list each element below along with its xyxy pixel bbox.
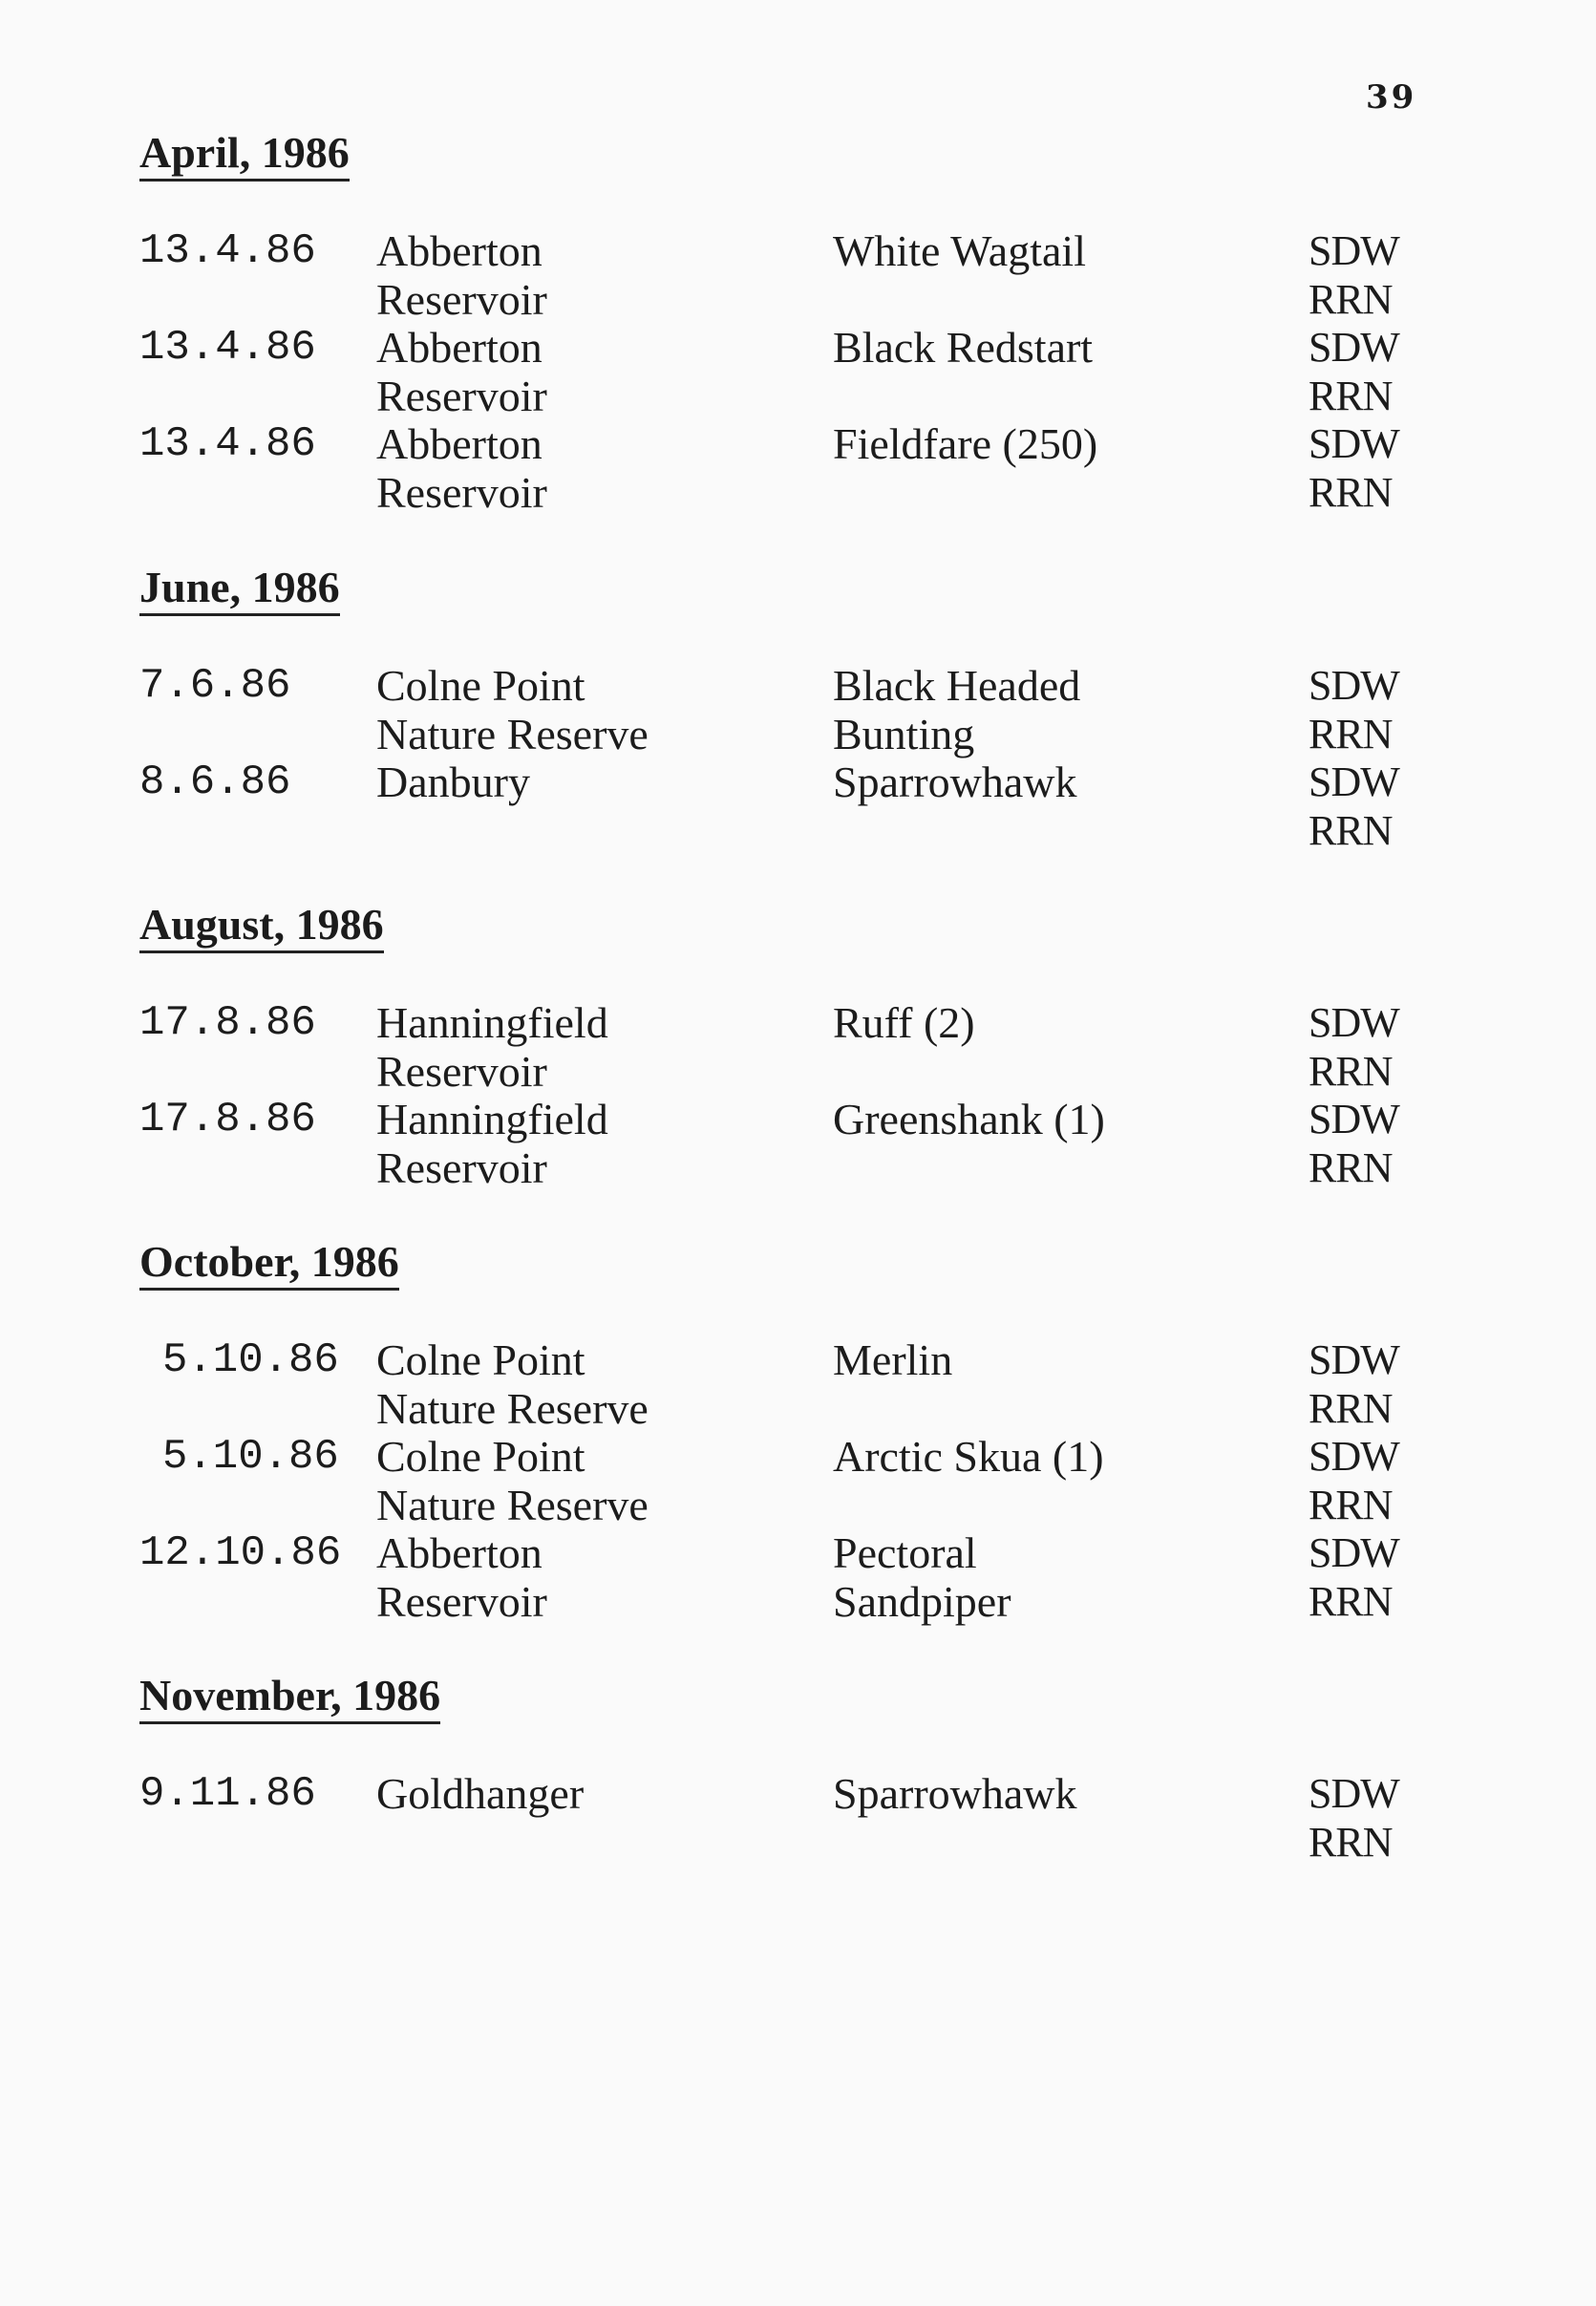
sighting-list (139, 999, 1400, 1192)
sighting-observers: SDW RRN (1309, 420, 1399, 516)
sighting-place: Abberton Reservoir (376, 226, 547, 324)
sighting-place: Abberton Reservoir (376, 419, 547, 517)
sighting-list (139, 227, 1400, 517)
sighting-place: Abberton Reservoir (376, 323, 547, 420)
sighting-species: Arctic Skua (1) (833, 1432, 1104, 1481)
sighting-row (139, 1096, 1400, 1192)
sighting-row (139, 1336, 1400, 1433)
section-heading: October, 1986 (139, 1238, 399, 1291)
sighting-place: Colne Point Nature Reserve (376, 661, 649, 758)
sighting-date: 9.11.86 (139, 1770, 316, 1818)
sighting-place: Colne Point Nature Reserve (376, 1432, 649, 1529)
section-heading: June, 1986 (139, 564, 340, 616)
sighting-place: Hanningfield Reservoir (376, 998, 608, 1096)
sighting-place: Colne Point Nature Reserve (376, 1335, 649, 1433)
sighting-observers: SDW RRN (1309, 1336, 1399, 1432)
sighting-observers: SDW RRN (1309, 324, 1399, 419)
sighting-observers: SDW RRN (1309, 1096, 1399, 1191)
sighting-row (139, 1770, 1400, 1867)
sighting-species: Sparrowhawk (833, 1769, 1077, 1818)
sighting-row (139, 662, 1400, 758)
sighting-species: Sparrowhawk (833, 758, 1077, 806)
sighting-list (139, 662, 1400, 855)
section-heading: April, 1986 (139, 129, 350, 181)
sighting-date: 8.6.86 (139, 758, 291, 806)
section-june-1986 (139, 564, 1400, 855)
sighting-place: Danbury (376, 758, 530, 806)
sighting-species: Black Headed Bunting (833, 661, 1081, 758)
sighting-date: 17.8.86 (139, 999, 316, 1047)
sighting-row (139, 227, 1400, 324)
section-heading: August, 1986 (139, 901, 384, 953)
sighting-species: Pectoral Sandpiper (833, 1528, 1011, 1626)
sighting-row (139, 1529, 1400, 1626)
sighting-species: Black Redstart (833, 323, 1094, 372)
sighting-date: 12.10.86 (139, 1529, 342, 1577)
sighting-species: Greenshank (1) (833, 1095, 1105, 1143)
section-october-1986 (139, 1238, 1400, 1626)
section-april-1986 (139, 129, 1400, 517)
sighting-date: 13.4.86 (139, 420, 316, 468)
page-number: 39 (1366, 78, 1417, 117)
sighting-place: Hanningfield Reservoir (376, 1095, 608, 1192)
sighting-place: Abberton Reservoir (376, 1528, 547, 1626)
sighting-row (139, 999, 1400, 1096)
section-november-1986 (139, 1672, 1400, 1867)
sighting-species: Merlin (833, 1335, 953, 1384)
sighting-observers: SDW RRN (1309, 227, 1399, 323)
sighting-observers: SDW RRN (1309, 1529, 1399, 1625)
sighting-date: 7.6.86 (139, 662, 291, 710)
sighting-observers: SDW RRN (1309, 1770, 1399, 1866)
sighting-date: 13.4.86 (139, 227, 316, 275)
section-heading: November, 1986 (139, 1672, 440, 1724)
sighting-species: White Wagtail (833, 226, 1086, 275)
sighting-observers: SDW RRN (1309, 758, 1399, 854)
sighting-date: 5.10.86 (162, 1336, 339, 1384)
sighting-list (139, 1770, 1400, 1867)
sighting-row (139, 420, 1400, 517)
sighting-date: 17.8.86 (139, 1096, 316, 1143)
sighting-place: Goldhanger (376, 1769, 585, 1818)
sighting-observers: SDW RRN (1309, 999, 1399, 1095)
sighting-species: Fieldfare (250) (833, 419, 1098, 468)
sighting-row (139, 1433, 1400, 1529)
sighting-observers: SDW RRN (1309, 1433, 1399, 1528)
sighting-date: 13.4.86 (139, 324, 316, 372)
sighting-row (139, 324, 1400, 420)
sighting-species: Ruff (2) (833, 998, 975, 1047)
sighting-observers: SDW RRN (1309, 662, 1399, 758)
section-august-1986 (139, 901, 1400, 1192)
sighting-row (139, 758, 1400, 855)
sighting-list (139, 1336, 1400, 1626)
sighting-date: 5.10.86 (162, 1433, 339, 1481)
